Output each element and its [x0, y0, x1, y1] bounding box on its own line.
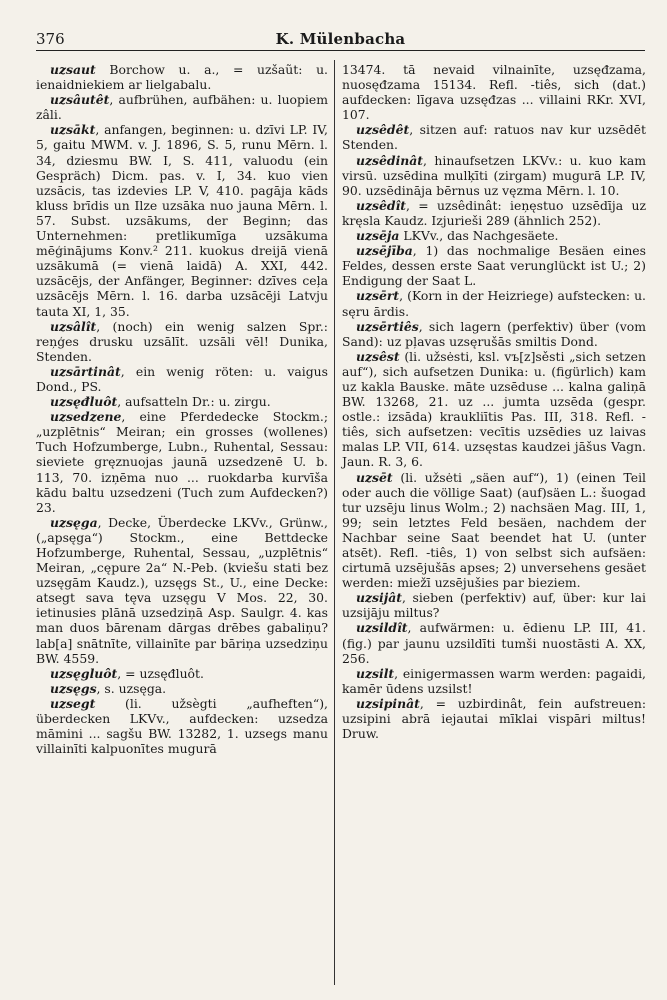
headword: uzsilt	[356, 665, 395, 681]
entry: uzsilt, einigermassen warm werden: pagaidi, kamēr ūdens uzsilst!	[342, 665, 646, 696]
entry: uzsêdinât, hinaufsetzen LKVv.: u. kuo kam virsū. uzsēdina mulķīti (zirgam) mugurā LP. IV, 90. uzsēdināja bērnus uz vęzma Mērn. l. 10.	[342, 152, 646, 198]
headword: uzsējība	[356, 243, 413, 259]
column-divider	[334, 60, 335, 985]
right-column	[342, 62, 646, 741]
headword: uzsêst	[356, 348, 400, 364]
entry: uzsipinât, = uzbirdinât, fein aufstreuen: uzsipini abrā iejautai mīklai vispāri miltus! Druw.	[342, 695, 646, 742]
entry: uzsēja LKVv., das Nachgesäete.	[356, 228, 559, 244]
headword: uzsedzene	[50, 409, 122, 425]
headword: uzsâutêt	[50, 92, 110, 108]
headword: uzsęgs	[50, 680, 97, 696]
entry: uzsęgs, s. uzsęga.	[50, 680, 167, 696]
entry: uzsâutêt, aufbrühen, aufbähen: u. luopiem zâli.	[36, 92, 328, 123]
headword: uzsêdinât	[356, 152, 424, 168]
headword: uzsipinât	[356, 695, 420, 711]
headword: uzsęđluôt	[50, 394, 118, 410]
entry: uzsegt (li. užsègti „aufheften“), überdecken LKVv., aufdecken: uzsedza māmini ... sagšu BW. 13282, 1. uzsegs manu villainīti kalpuonītes mugurā	[36, 695, 328, 757]
headword: uzsaut	[50, 62, 96, 77]
entry: uzsęđluôt, aufsatteln Dr.: u. zirgu.	[50, 394, 271, 410]
entry: uzsęgluôt, = uzsęđluôt.	[50, 665, 204, 681]
entry: uzsaut Borchow u. a., = uzšaũt: u. ienaidniekiem ar lielgabalu.	[36, 62, 328, 93]
page-number: 376	[36, 30, 65, 48]
running-title: K. Mülenbacha	[275, 30, 406, 48]
entry: uzsildît, aufwärmen: u. ēdienu LP. III, 41. (fig.) par jaunu uzsildīti tumši nuostāsti A. XX, 256.	[342, 620, 646, 666]
entry: uzsējība, 1) das nochmalige Besäen eines Feldes, dessen erste Saat verunglückt ist U.; 2) Endigung der Saat L.	[342, 243, 646, 289]
headword: uzsildît	[356, 620, 408, 636]
headword: uzsēt	[356, 469, 393, 485]
headword: uzsegt	[50, 695, 96, 711]
entry: uzsārtinât, ein wenig röten: u. vaigus Dond., PS.	[36, 363, 328, 394]
entry: uzsērt, (Korn in der Heizriege) aufstecken: u. sęru ārdis.	[342, 288, 646, 319]
headword: uzsêdêt	[356, 122, 410, 138]
headword: uzsākt	[50, 122, 96, 138]
entry: uzsēt (li. užsėti „säen auf“), 1) (einen Teil oder auch die völlige Saat) (auf)säen L.: šuogad tur uzsēju linus Wolm.; 2) nachsäen Mag. III, 1, 99; sein letztes Feld besäen, nachdem der Nachbar seine Saat beendet hat U. (unter atsēt). Refl. -tiês, 1) von selbst sich aufsäen: cirtumā uzsējušās apses; 2) unversehens gesäet werden: miežī uzsējušies par bieziem.	[342, 469, 646, 591]
page-header	[36, 28, 645, 51]
entry: uzsêst (li. užsėsti, ksl. vъ[z]sěsti „sich setzen auf“), sich aufsetzen Dunika: u. (figürlich) kam uz kakla Bauske. māte uzsēduse ... kalna galiņā BW. 13268, 21. uz ... jumta uzsēda (gespr. ostle.: izsāda) kraukliītis Pas. III, 318. Refl. -tiês, sich aufsetzen: vecītis uzsēdies uz laivas malas LP. VII, 614. uzsęstas kaudzei jāšus Vagn. Jaun. R. 3, 6.	[342, 348, 646, 470]
entry: uzsijât, sieben (perfektiv) auf, über: kur lai uzsijāju miltus?	[342, 590, 646, 621]
entry: uzsākt, anfangen, beginnen: u. dzīvi LP. IV, 5, gaitu MWM. v. J. 1896, S. 5, runu Mērn. l. 34, dziesmu BW. I, S. 411, valuodu (ein Gespräch) Dicm. pas. v. I, 34. kuo vien uzsācis, tas izdevies LP. V, 410. pagāja kāds kluss brīdis un Ilze uzsāka nuo jauna Mērn. l. 57. Subst. uzsākums, der Beginn; das Unternehmen: pretlikumīga uzsākuma mēģinājums Konv.² 211. kuokus dreijā vienā uzsākumā (= vienā laidā) A. XXI, 442. uzsācējs, der Anfänger, Beginner: dzīves ceļa uzsācējs Mērn. l. 16. darba uzsācēji Latvju tauta XI, 1, 35.	[36, 122, 328, 319]
headword: uzsêdît	[356, 197, 406, 213]
entry: uzsêdît, = uzsêdinât: ieņęstuo uzsēdīja uz kręsla Kaudz. Izjurieši 289 (ähnlich 252).	[342, 197, 646, 228]
headword: uzsęgluôt	[50, 665, 118, 681]
headword: uzsērtiês	[356, 318, 419, 334]
headword: uzsâlît	[50, 318, 97, 334]
left-column	[36, 62, 328, 756]
entry: uzsērtiês, sich lagern (perfektiv) über (vom Sand): uz pļavas uzsęrušās smiltis Dond.	[342, 318, 646, 349]
headword: uzsēja	[356, 228, 400, 244]
entry: uzsedzene, eine Pferdedecke Stockm.; „uzplētnis“ Meiran; ein grosses (wollenes) Tuch Hofzumberge, Lubn., Ruhental, Sessau: sieviete gręznuojas jaunā uzsedzenē U. b. 113, 70. izņēma nuo ... ruokdarba kurvīša kādu baltu uzsedzeni (Tuch zum Aufdecken?) 23.	[36, 409, 328, 515]
headword: uzsęga	[50, 514, 98, 530]
headword: uzsērt	[356, 288, 400, 304]
entry: uzsâlît, (noch) ein wenig salzen Spr.: reņģes drusku uzsālīt. uzsāli vēl! Dunika, Stenden.	[36, 318, 328, 364]
entry: uzsęga, Decke, Überdecke LKVv., Grünw., („apsęga“) Stockm., eine Bettdecke Hofzumberge, Ruhental, Sessau, „uzplētnis“ Meiran, „cępure 2a“ N.-Peb. (kviešu stati bez uzsęgām Kaudz.), uzsęgs St., U., eine Decke: atsegt sava tęva uzsęgu V Mos. 22, 30. ietinusies plānā uzsedziņā Asp. Saulgr. 4. kas man duos bārenam dārgas drēbes gabaliņu? lab[a] snātnīte, villainīte par bāriņa uzsedziņu BW. 4559.	[36, 514, 328, 666]
entry: uzsêdêt, sitzen auf: ratuos nav kur uzsēdēt Stenden.	[342, 122, 646, 153]
headword: uzsārtinât	[50, 363, 121, 379]
headword: uzsijât	[356, 590, 402, 606]
entry: 13474. tā nevaid vilnainīte, uzsęđzama, nuosęđzama 15134. Refl. -tiês, sich (dat.) aufdecken: līgava uzsęđzas ... villaini RKr. XVI, 107.	[342, 62, 646, 123]
